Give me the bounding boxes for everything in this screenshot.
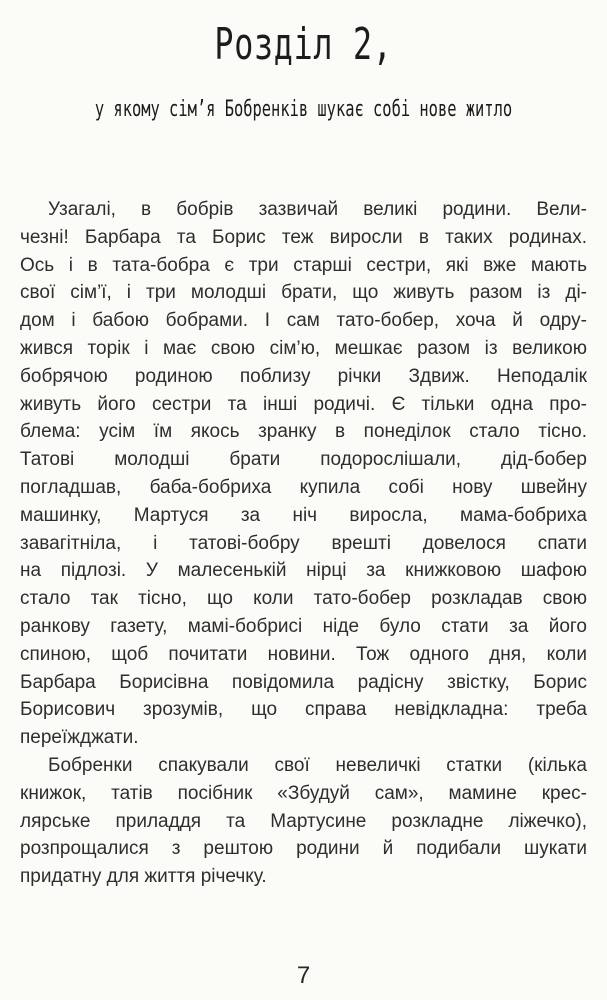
text-line: свої сім’ї, і три молодші брати, що живуть разом із ді- bbox=[20, 282, 587, 304]
text-line: на підлозі. У малесенькій нірці за книжковою шафою bbox=[20, 560, 587, 582]
paragraph-1 bbox=[20, 196, 587, 752]
text-line: спиною, щоб почитати новини. Тож одного дня, коли bbox=[20, 643, 587, 665]
text-line: переїжджати. bbox=[20, 727, 139, 749]
text-line: придатну для життя річечку. bbox=[20, 866, 267, 888]
text-line: машинку, Мартуся за ніч виросла, мама-бобриха bbox=[20, 504, 587, 526]
text-line: завагітніла, і татові-бобру врешті довелося спати bbox=[20, 532, 587, 554]
text-line: живуть його сестри та інші родичі. Є тільки одна про- bbox=[20, 393, 587, 415]
text-line: Узагалі, в бобрів зазвичай великі родини. Вели- bbox=[48, 199, 587, 220]
text-line: дом і бабою бобрами. І сам тато-бобер, хоча й одру- bbox=[20, 310, 587, 332]
text-line: Татові молодші брати подорослішали, дід-бобер bbox=[20, 449, 587, 471]
text-line: жився торік і має свою сім’ю, мешкає разом із великою bbox=[20, 337, 587, 359]
text-line: лярське приладдя та Мартусине розкладне ліжечко), bbox=[20, 810, 587, 832]
text-line: Барбара Борисівна повідомила радісну звістку, Борис bbox=[20, 671, 587, 693]
text-line: погладшав, баба-бобриха купила собі нову швейну bbox=[20, 476, 587, 498]
chapter-subtitle: у якому сім’я Бобренків шукає собі нове житло bbox=[94, 97, 513, 122]
text-line: Борисович зрозумів, що справа невідкладна: треба bbox=[20, 699, 587, 721]
text-line: блема: усім їм якось зранку в понеділок стало тісно. bbox=[20, 421, 587, 443]
text-line: Ось і в тата-бобра є три старші сестри, які вже мають bbox=[20, 254, 587, 276]
text-line: книжок, татів посібник «Збудуй сам», мамине крес- bbox=[20, 782, 587, 804]
text-line: розпрощалися з рештою родини й подибали шукати bbox=[20, 838, 587, 860]
text-line: чезні! Барбара та Борис теж виросли в таких родинах. bbox=[20, 226, 587, 248]
text-line: Бобренки спакували свої невеличкі статки (кілька bbox=[48, 754, 587, 776]
body-text bbox=[20, 196, 587, 891]
paragraph-2 bbox=[20, 752, 587, 891]
text-line: ранкову газету, мамі-бобрисі ніде було стати за його bbox=[20, 615, 587, 637]
text-line: стало так тісно, що коли тато-бобер розкладав свою bbox=[20, 588, 587, 610]
chapter-title: Розділ 2, bbox=[214, 19, 393, 70]
page-number: 7 bbox=[296, 962, 311, 989]
text-line: бобрячою родиною поблизу річки Здвиж. Неподалік bbox=[20, 365, 587, 387]
